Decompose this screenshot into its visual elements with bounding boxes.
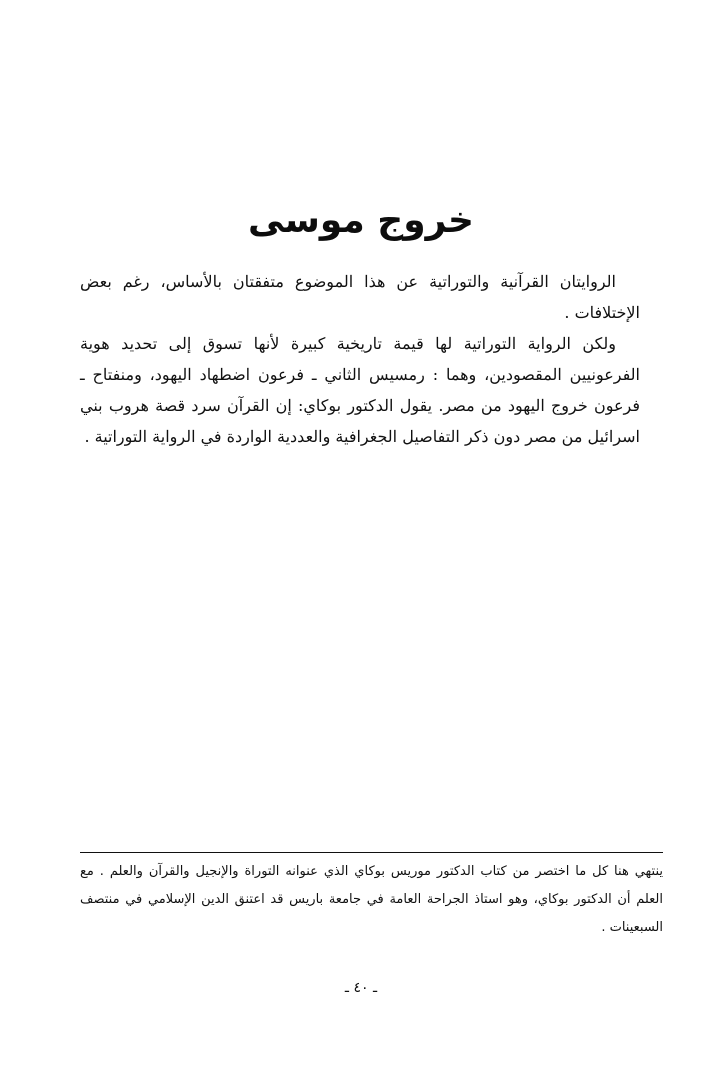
paragraph-1: الروايتان القرآنية والتوراتية عن هذا الموضوع متفقتان بالأساس، رغم بعض الإختلافات . xyxy=(80,272,640,322)
paragraph-2: ولكن الرواية التوراتية لها قيمة تاريخية كبيرة لأنها تسوق إلى تحديد هوية الفرعونيين المقصودين، وهما : رمسيس الثاني ـ فرعون اضطهاد اليهود، ومنفتاح ـ فرعون خروج اليهود من مصر. يقول الدكتور بوكاي: إن القرآن سرد قصة هروب بني اسرائيل من مصر دون ذكر التفاصيل الجغرافية والعددية الواردة في الرواية التوراتية . xyxy=(80,334,640,446)
footnote-divider xyxy=(80,852,663,853)
body-text xyxy=(80,266,640,452)
page-number: ـ ٤٠ ـ xyxy=(344,980,378,996)
footnote xyxy=(80,858,663,942)
page-title: خروج موسى xyxy=(248,200,474,241)
footnote-text: ينتهي هنا كل ما اختصر من كتاب الدكتور موريس بوكاي الذي عنوانه التوراة والإنجيل والقرآن والعلم . مع العلم أن الدكتور بوكاي، وهو استاذ الجراحة العامة في جامعة باريس قد اعتنق الدين الإسلامي في منتصف السبعينات . xyxy=(80,864,663,935)
